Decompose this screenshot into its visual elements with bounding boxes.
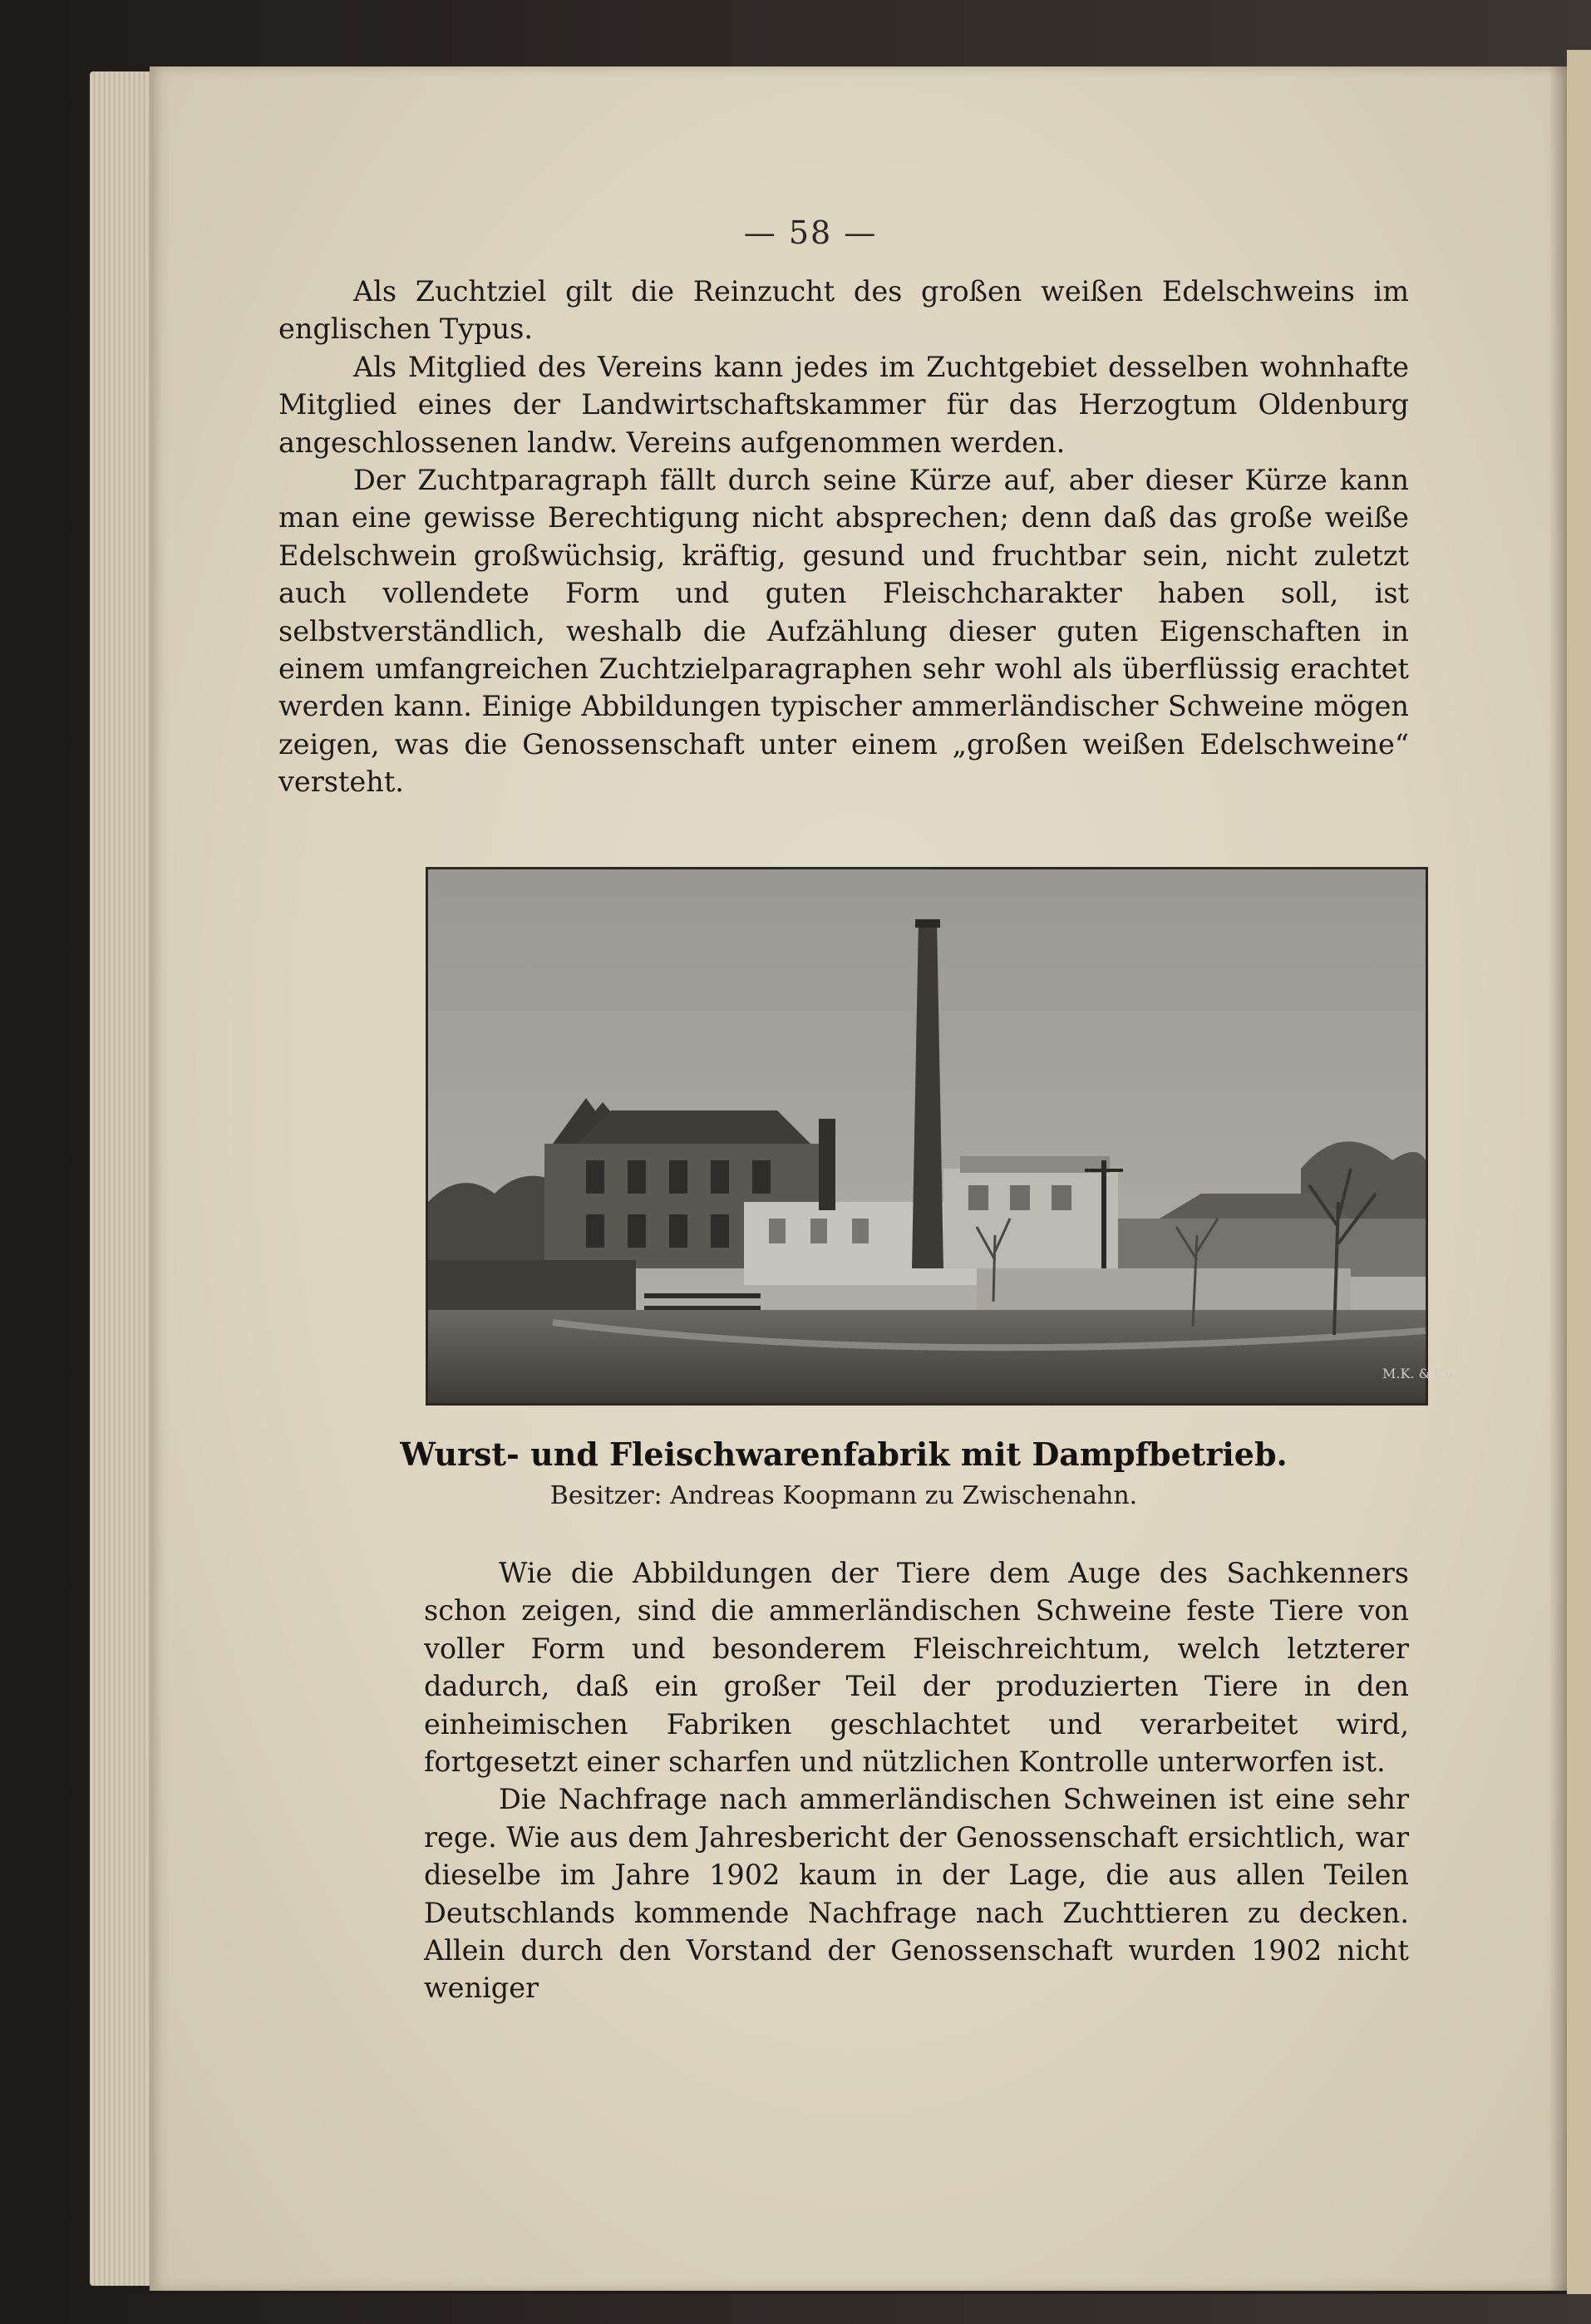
engraver-signature: M.K. & Co.: [1382, 1366, 1457, 1381]
page-gutter: [1549, 66, 1567, 2291]
factory-photograph: [426, 867, 1457, 1406]
paragraph-nachfrage: Die Nachfrage nach ammerländischen Schweinen ist eine sehr rege. Wie aus dem Jahresbericht der Genossenschaft ersichtlich, war dieselbe im Jahre 1902 kaum in der Lage, die aus allen Teilen Deutschlands kommende Nachfrage nach Zuchttieren zu decken. Allein durch den Vorstand der Genossenschaft wurden 1902 nicht weniger: [424, 1783, 1409, 2005]
paragraph-zuchtziel: Als Zuchtziel gilt die Reinzucht des großen weißen Edelschweins im englischen Typus.: [278, 275, 1409, 346]
paragraph-zuchtparagraph: Der Zuchtparagraph fällt durch seine Kürze auf, aber dieser Kürze kann man eine gewisse Berechtigung nicht absprechen; denn daß das große weiße Edelschwein großwüchsig, kräftig, gesund und fruchtbar sein, nicht zuletzt auch vollendete Form und guten Fleischcharakter haben soll, ist selbstverständlich, weshalb die Aufzählung dieser guten Eigenschaften in einem umfangreichen Zuchtzielparagraphen sehr wohl als überflüssig erachtet werden kann. Einige Abbildungen typischer ammerländischer Schweine mögen zeigen, was die Genossenschaft unter einem „großen weißen Edelschweine“ versteht.: [278, 464, 1409, 799]
bottom-text-block: [424, 1554, 1409, 2007]
figure-caption-title: Wurst- und Fleischwarenfabrik mit Dampfbetrieb.: [400, 1435, 1288, 1473]
figure-caption-subtitle: Besitzer: Andreas Koopmann zu Zwischenahn.: [549, 1481, 1138, 1510]
paragraph-mitglied: Als Mitglied des Vereins kann jedes im Zuchtgebiet desselben wohnhafte Mitglied eines der Landwirtschaftskammer für das Herzogtum Oldenburg angeschlossenen landw. Vereins aufgenommen werden.: [278, 350, 1409, 459]
factory-photo-illustration: [428, 869, 1457, 1403]
paragraph-abbildungen: Wie die Abbildungen der Tiere dem Auge des Sachkenners schon zeigen, sind die ammerländischen Schweine feste Tiere von voller Form und besonderem Fleischreichtum, welch letzterer dadurch, daß ein großer Teil der produzierten Tiere in den einheimischen Fabriken geschlachtet und verarbeitet wird, fortgesetzt einer scharfen und nützlichen Kontrolle unterworfen ist.: [424, 1557, 1409, 1779]
facing-page-edge: [1567, 50, 1591, 2294]
page-number: — 58 —: [743, 214, 878, 251]
top-text-block: [278, 214, 1409, 801]
